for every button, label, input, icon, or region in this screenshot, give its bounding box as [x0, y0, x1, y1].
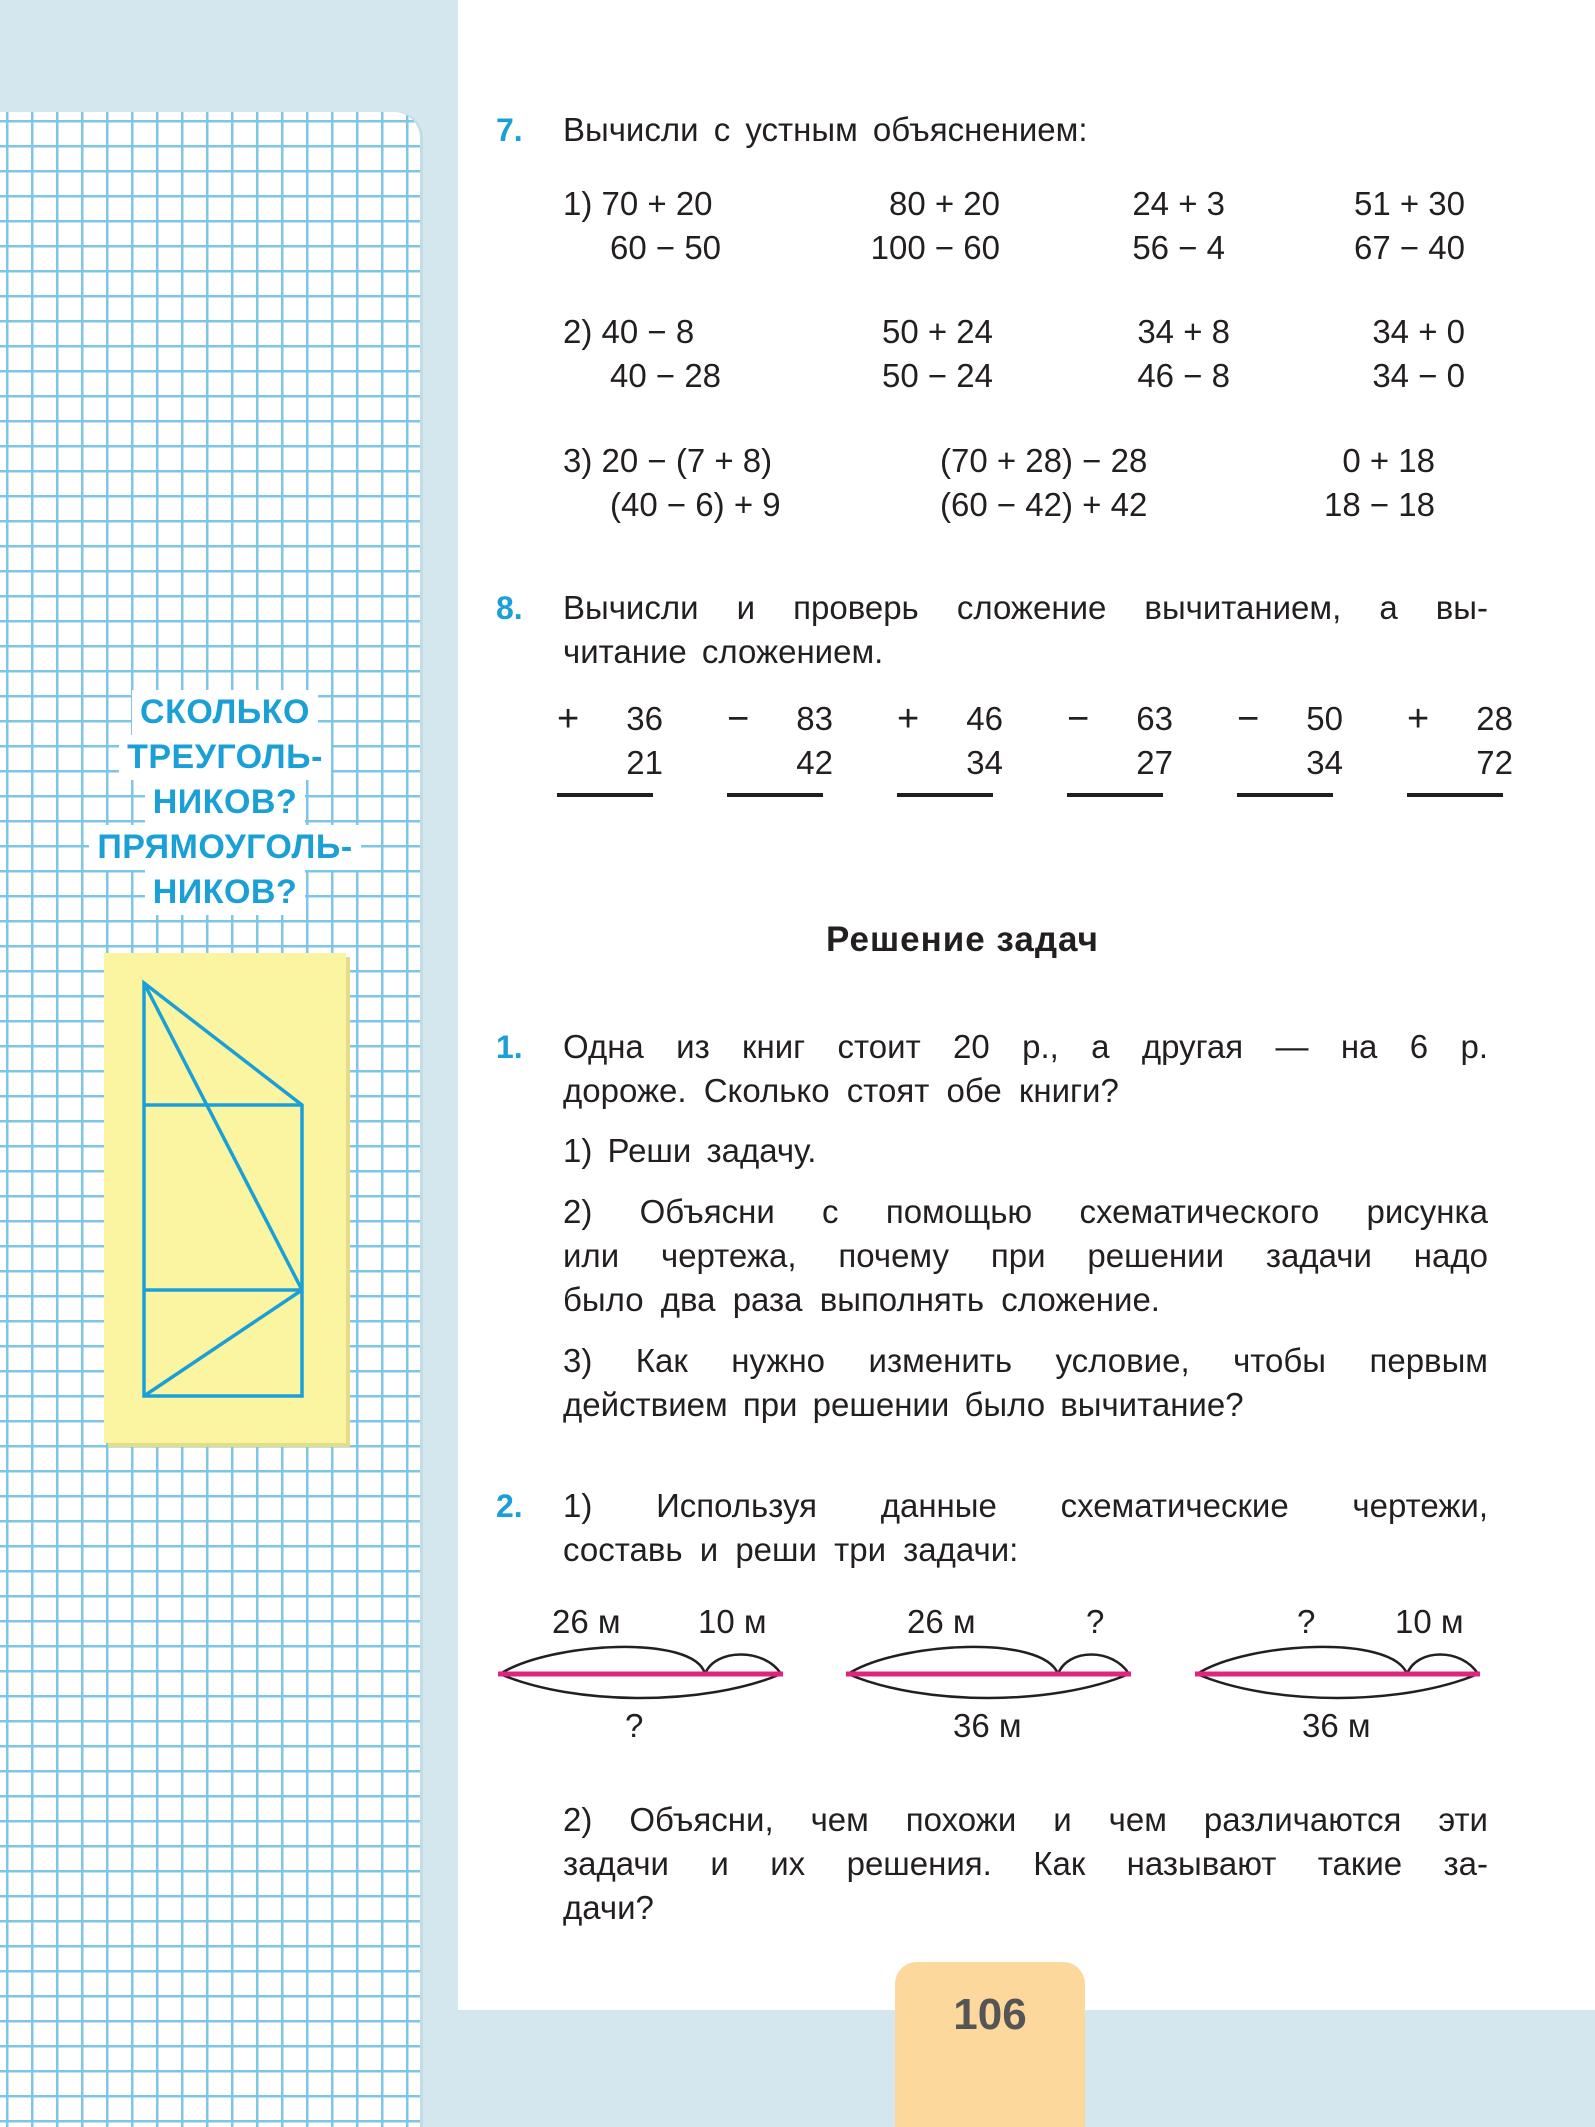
ex8-text-line: Вычисли и проверь сложение вычитанием, а вы-	[563, 589, 1488, 626]
task1-sub2-line: 2) Объясни с помощью схематического рисунка	[563, 1193, 1488, 1230]
section-title: Решение задач	[826, 920, 1099, 959]
task1-text-line: дороже. Сколько стоят обе книги?	[563, 1072, 1119, 1109]
scheme-2	[843, 1600, 1143, 1755]
task2-sub2-line: 2) Объясни, чем похожи и чем различаются эти	[563, 1801, 1488, 1838]
task1-number: 1.	[496, 1029, 523, 1065]
ex7-expr: 3) 20 − (7 + 8)	[563, 442, 773, 479]
ex7-expr: (40 − 6) + 9	[610, 486, 781, 523]
figure-line	[144, 1290, 302, 1396]
scheme-label-bottom: 36 м	[953, 1707, 1022, 1744]
ex7-expr: 60 − 50	[610, 229, 722, 266]
ex7-expr: 2) 40 − 8	[563, 313, 695, 350]
caption-line: ПРЯМОУГОЛЬ-	[89, 825, 360, 870]
scheme-label-left: 26 м	[552, 1603, 621, 1640]
operator-sign: +	[557, 698, 580, 740]
operand-bottom: 34	[1306, 744, 1343, 781]
operand-top: 28	[1476, 700, 1513, 737]
ex7-expr: 0 + 18	[1342, 442, 1435, 479]
scheme-label-right: ?	[1086, 1603, 1105, 1640]
task2-text-line: составь и реши три задачи:	[563, 1531, 1019, 1568]
operand-bottom: 34	[966, 744, 1003, 781]
scheme-label-left: 26 м	[907, 1603, 976, 1640]
ex8-number: 8.	[496, 590, 523, 626]
operator-sign: +	[897, 698, 920, 740]
scheme-3	[1192, 1600, 1492, 1755]
scheme-label-right: 10 м	[1395, 1603, 1464, 1640]
ex7-expr: 50 − 24	[881, 357, 993, 394]
ex7-expr: 24 + 3	[1132, 185, 1225, 222]
ex7-expr: (70 + 28) − 28	[940, 442, 1148, 479]
ex7-title: Вычисли с устным объяснением:	[563, 111, 1088, 148]
operand-top: 83	[796, 700, 833, 737]
ex7-expr: 34 + 0	[1372, 313, 1465, 350]
scheme-label-left: ?	[1297, 1603, 1316, 1640]
task2-number: 2.	[496, 1488, 523, 1524]
scheme-1	[495, 1600, 795, 1755]
operand-bottom: 21	[626, 744, 663, 781]
page-number-tab	[895, 1962, 1085, 2127]
result-line	[1407, 793, 1503, 797]
ex7-number: 7.	[496, 112, 523, 148]
task1-sub3-line: 3) Как нужно изменить условие, чтобы первым	[563, 1342, 1488, 1379]
column-problem	[727, 697, 857, 797]
operator-sign: −	[1067, 698, 1090, 740]
scheme-label-bottom: 36 м	[1302, 1707, 1371, 1744]
triangles-rectangles-figure	[104, 953, 346, 1443]
operand-bottom: 42	[796, 744, 833, 781]
task2-text-line: 1) Используя данные схематические чертежи,	[563, 1487, 1488, 1524]
page-number: 106	[953, 1990, 1027, 2039]
operand-top: 36	[626, 700, 663, 737]
operand-bottom: 72	[1476, 744, 1513, 781]
ex8-text-line: читание сложением.	[563, 633, 884, 670]
caption-line: НИКОВ?	[145, 780, 306, 825]
sidebar-caption	[70, 690, 380, 915]
figure-outline	[144, 983, 302, 1396]
ex7-expr: 50 + 24	[881, 313, 993, 350]
ex7-expr: 40 − 28	[610, 357, 722, 394]
scheme-label-bottom: ?	[625, 1707, 644, 1744]
operator-sign: +	[1407, 698, 1430, 740]
shapes-card	[104, 953, 346, 1443]
task1-sub2-line: или чертежа, почему при решении задачи надо	[563, 1237, 1488, 1274]
result-line	[557, 793, 653, 797]
ex7-expr: 1) 70 + 20	[563, 185, 713, 222]
task1-sub2-line: было два раза выполнять сложение.	[563, 1281, 1160, 1318]
operand-top: 63	[1136, 700, 1173, 737]
ex7-expr: 46 − 8	[1137, 357, 1230, 394]
task2-sub2-line: задачи и их решения. Как называют такие за-	[563, 1845, 1488, 1882]
caption-line: НИКОВ?	[145, 870, 306, 915]
task1-sub3-line: действием при решении было вычитание?	[563, 1386, 1244, 1423]
result-line	[1067, 793, 1163, 797]
ex7-expr: 18 − 18	[1323, 486, 1435, 523]
operand-top: 46	[966, 700, 1003, 737]
scheme-label-right: 10 м	[698, 1603, 767, 1640]
column-problem	[557, 697, 687, 797]
caption-line: СКОЛЬКО	[132, 690, 318, 735]
result-line	[1237, 793, 1333, 797]
ex7-expr: 56 − 4	[1132, 229, 1225, 266]
result-line	[897, 793, 993, 797]
ex7-expr: 51 + 30	[1353, 185, 1465, 222]
ex7-expr: (60 − 42) + 42	[940, 486, 1148, 523]
caption-line: ТРЕУГОЛЬ-	[119, 735, 331, 780]
ex7-expr: 80 + 20	[888, 185, 1000, 222]
ex7-expr: 34 − 0	[1372, 357, 1465, 394]
operand-bottom: 27	[1136, 744, 1173, 781]
operand-top: 50	[1306, 700, 1343, 737]
task1-sub1: 1) Реши задачу.	[563, 1132, 817, 1169]
task2-sub2-line: дачи?	[563, 1889, 654, 1926]
column-problem	[1067, 697, 1197, 797]
operator-sign: −	[1237, 698, 1260, 740]
column-problem	[1237, 697, 1367, 797]
ex7-expr: 67 − 40	[1353, 229, 1465, 266]
task1-text-line: Одна из книг стоит 20 р., а другая — на 6 р.	[563, 1028, 1488, 1065]
column-problem	[1407, 697, 1537, 797]
ex7-expr: 100 − 60	[870, 229, 1000, 266]
ex7-expr: 34 + 8	[1137, 313, 1230, 350]
column-problem	[897, 697, 1027, 797]
result-line	[727, 793, 823, 797]
operator-sign: −	[727, 698, 750, 740]
figure-line	[144, 983, 302, 1290]
